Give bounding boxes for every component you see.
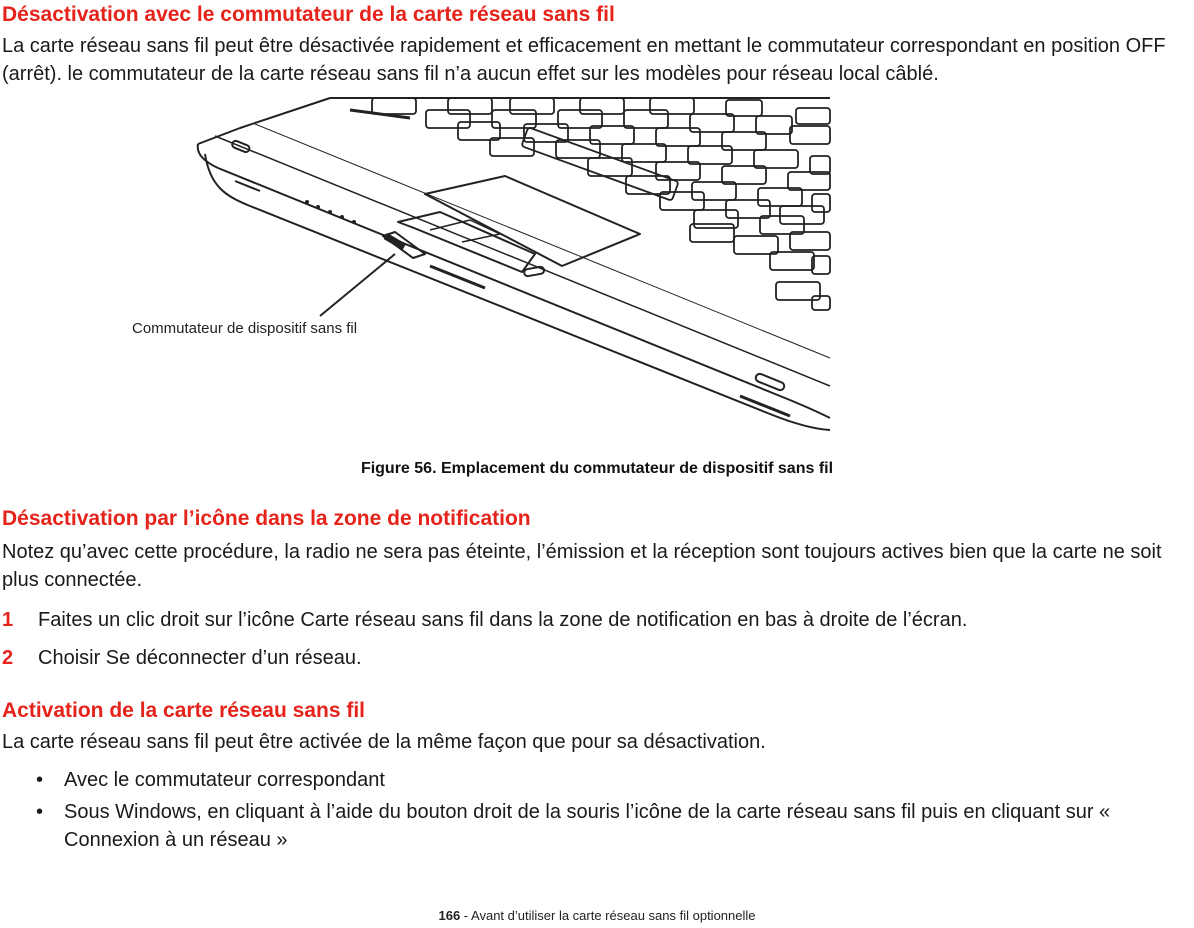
step-number: 2 bbox=[2, 647, 14, 669]
bullet-symbol: • bbox=[36, 801, 44, 823]
section-body-disable-switch: La carte réseau sans fil peut être désactivée rapidement et efficacement en mettant le commutateur correspondant en position OFF (arrêt). le commutateur de la carte réseau sans fil n’a aucun effet sur les modèles pour réseau local câblé. bbox=[2, 35, 1166, 85]
step-number: 1 bbox=[2, 609, 14, 631]
section-body-notification-icon: Notez qu’avec cette procédure, la radio ne sera pas éteinte, l’émission et la réception sont toujours actives bien que la carte ne soit plus connectée. bbox=[2, 541, 1162, 591]
list-item: Avec le commutateur correspondant bbox=[64, 769, 385, 791]
step-text: Choisir Se déconnecter d’un réseau. bbox=[38, 647, 362, 669]
section-heading-enable: Activation de la carte réseau sans fil bbox=[2, 699, 365, 722]
bullet-symbol: • bbox=[36, 769, 44, 791]
footer-text: - Avant d’utiliser la carte réseau sans fil optionnelle bbox=[460, 908, 756, 923]
section-heading-notification-icon: Désactivation par l’icône dans la zone de notification bbox=[2, 507, 531, 530]
figure-caption: Figure 56. Emplacement du commutateur de dispositif sans fil bbox=[360, 460, 834, 477]
section-heading-disable-switch: Désactivation avec le commutateur de la carte réseau sans fil bbox=[2, 3, 615, 26]
laptop-figure bbox=[0, 96, 1194, 438]
step-text: Faites un clic droit sur l’icône Carte réseau sans fil dans la zone de notification en bas à droite de l’écran. bbox=[38, 609, 968, 631]
list-item: Sous Windows, en cliquant à l’aide du bouton droit de la souris l’icône de la carte réseau sans fil puis en cliquant sur « Connexion à un réseau » bbox=[64, 801, 1111, 851]
section-body-enable: La carte réseau sans fil peut être activée de la même façon que pour sa désactivation. bbox=[2, 731, 766, 753]
page-footer bbox=[0, 907, 1194, 925]
page-number: 166 bbox=[438, 908, 461, 923]
figure-callout-label: Commutateur de dispositif sans fil bbox=[132, 320, 358, 337]
